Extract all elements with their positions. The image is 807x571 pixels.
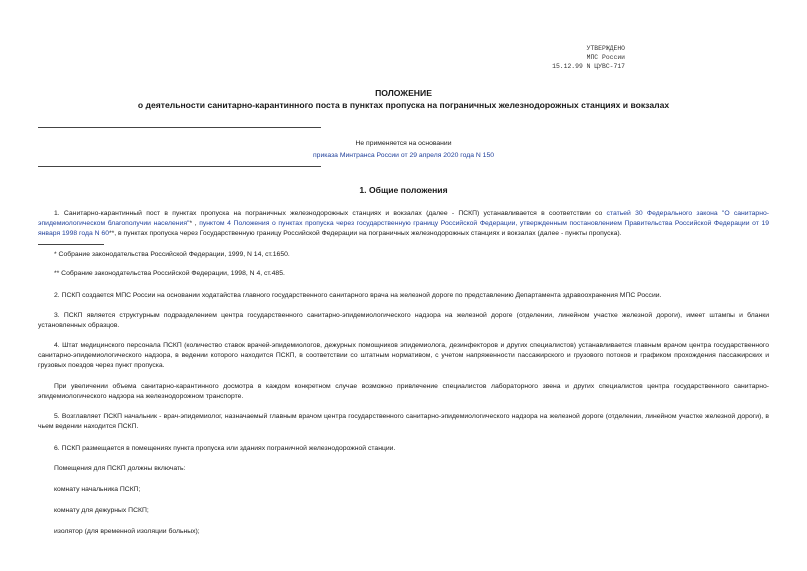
title-subtitle: о деятельности санитарно-карантинного поста в пунктах пропуска на пограничных железнодорожных станциях и вокзалах bbox=[137, 100, 670, 110]
stamp-ministry: МПС России bbox=[586, 54, 625, 61]
premises-intro: Помещения для ПСКП должны включать: bbox=[54, 465, 186, 472]
stamp-approved: УТВЕРЖДЕНО bbox=[586, 45, 625, 52]
divider-bottom bbox=[38, 166, 321, 167]
notice-order-link[interactable]: приказа Минтранса России от 29 апреля 2020 года N 150 bbox=[312, 152, 495, 159]
document-title bbox=[0, 87, 807, 111]
title-heading: ПОЛОЖЕНИЕ bbox=[375, 88, 432, 98]
footnote-2: ** Собрание законодательства Российской Федерации, 1998, N 4, ст.485. bbox=[54, 270, 285, 277]
border-regulation-link[interactable]: пунктом 4 Положения о пунктах пропуска через государственную границу Российской Федерации, утвержденным постановлением Правительства Российской Федерации от 19 января 1998 года N 60 bbox=[38, 220, 769, 238]
paragraph-4-continued: При увеличении объема санитарно-карантинного досмотра в каждом конкретном случае возможно привлечение специалистов лабораторного звена и других специалистов центра государственного санитарно-эпидемиологического надзора на железнодорожном транспорте. bbox=[38, 383, 769, 401]
stamp-date-number: 15.12.99 N ЦУВС-717 bbox=[552, 63, 625, 70]
paragraph-6: 6. ПСКП размещается в помещениях пункта пропуска или зданиях пограничной железнодорожной станции. bbox=[54, 445, 396, 452]
law-article-30-link[interactable]: статьей 30 Федерального закона "О санитарно-эпидемиологическом благополучии населения" bbox=[38, 210, 769, 228]
paragraph-5: 5. Возглавляет ПСКП начальник - врач-эпидемиолог, назначаемый главным врачом центра государственного санитарно-эпидемиологического надзора на железной дороге (отделении, линейном участке железной дороги), в чьем ведении находится ПСКП. bbox=[38, 413, 769, 431]
premises-item-head-room: комнату начальника ПСКП; bbox=[54, 486, 141, 493]
paragraph-1-text-c: **, в пунктах пропуска через Государственную границу Российской Федерации на пограничных железнодорожных станциях и вокзалах (далее - пункты пропуска). bbox=[108, 230, 622, 238]
notice-link-row bbox=[0, 150, 807, 162]
paragraph-4: 4. Штат медицинского персонала ПСКП (количество ставок врачей-эпидемиологов, дежурных помощников эпидемиолога, дезинфекторов и других специалистов) устанавливается главным врачом центра государственного санитарно-эпидемиологического надзора, в ведении которого находится ПСКП, в соответствии со штатным нормативом, с учетом напряженности пассажирского и грузового потоков и графиком прохождения пассажирских и грузовых поездов через пункт пропуска. bbox=[38, 342, 769, 370]
paragraph-3: 3. ПСКП является структурным подразделением центра государственного санитарно-эпидемиологического надзора на железной дороге (отделении, линейном участке железной дороги), имеет штампы и бланки установленных образцов. bbox=[38, 312, 769, 330]
paragraph-2: 2. ПСКП создается МПС России на основании ходатайства главного государственного санитарного врача на железной дороге по представлению Департамента здравоохранения МПС России. bbox=[54, 292, 662, 299]
premises-item-duty-room: комнату для дежурных ПСКП; bbox=[54, 507, 149, 514]
paragraph-1 bbox=[38, 209, 769, 240]
premises-item-isolator: изолятор (для временной изоляции больных); bbox=[54, 528, 200, 535]
paragraph-1-text-a: 1. Санитарно-карантинный пост в пунктах пропуска на пограничных железнодорожных станциях и вокзалах (далее - ПСКП) устанавливается в соответствии со bbox=[54, 210, 607, 217]
notice-text: Не применяется на основании bbox=[355, 140, 452, 147]
section-title: 1. Общие положения bbox=[359, 185, 448, 195]
approval-stamp bbox=[552, 44, 625, 71]
paragraph-1-text-b: * , bbox=[189, 220, 200, 228]
footnote-1: * Собрание законодательства Российской Федерации, 1999, N 14, ст.1650. bbox=[54, 251, 290, 258]
footnote-separator bbox=[38, 244, 104, 245]
divider-top bbox=[38, 127, 321, 128]
